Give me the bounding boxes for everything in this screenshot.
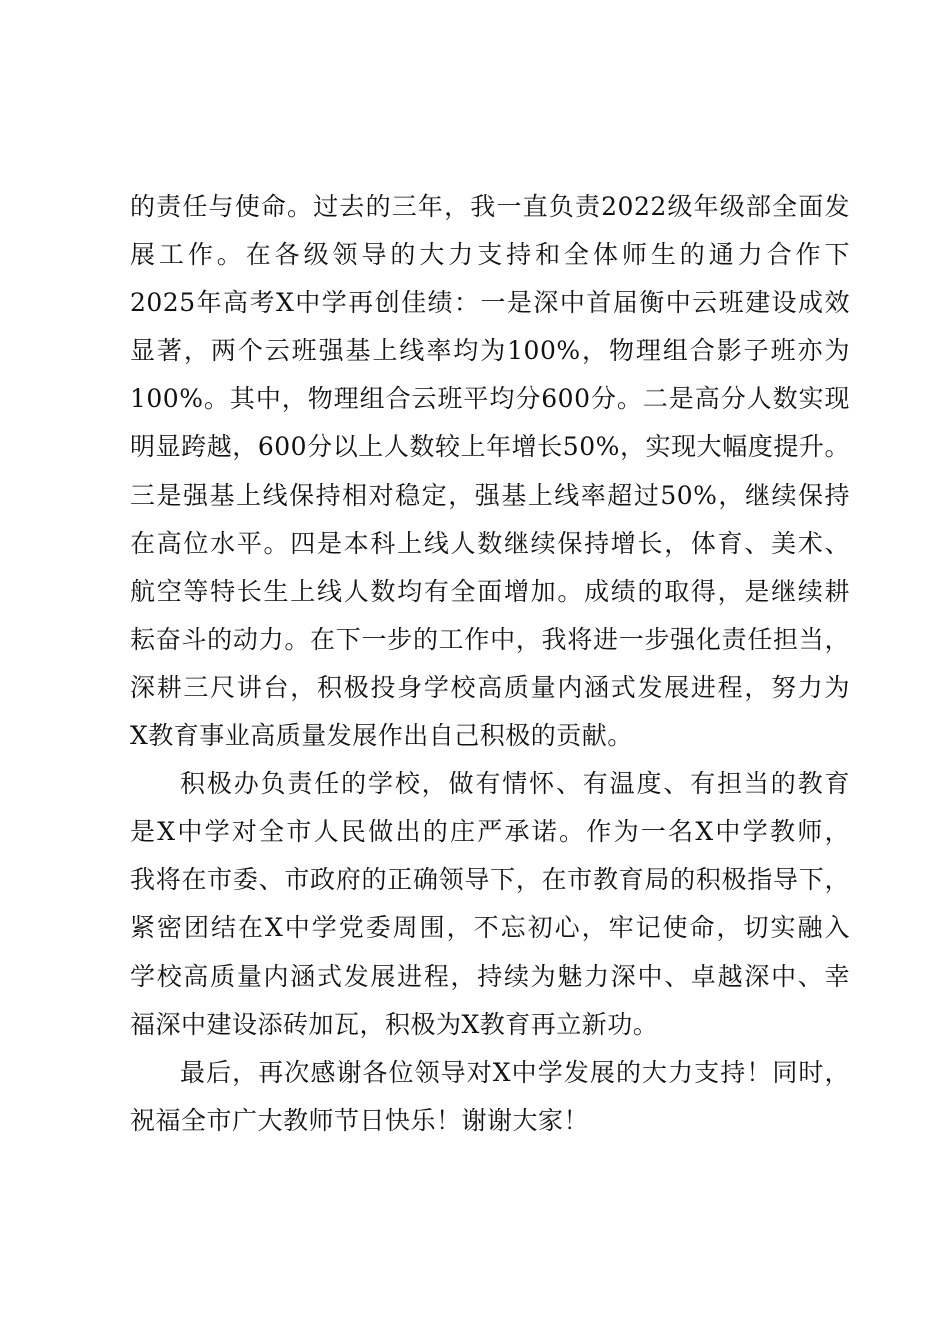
text-line: 是X中学对全市人民做出的庄严承诺。作为一名X中学教师， — [130, 817, 850, 847]
text-line: 学校高质量内涵式发展进程，持续为魅力深中、卓越深中、幸 — [130, 961, 850, 991]
text-line: 显著，两个云班强基上线率均为100%，物理组合影子班亦为 — [130, 336, 850, 366]
text-line: 耘奋斗的动力。在下一步的工作中，我将进一步强化责任担当， — [130, 624, 850, 654]
text-line: 积极办负责任的学校，做有情怀、有温度、有担当的教育 — [180, 769, 850, 799]
paragraph-2 — [130, 760, 850, 1049]
text-line: 明显跨越，600分以上人数较上年增长50%，实现大幅度提升。 — [130, 432, 850, 462]
text-line: X教育事业高质量发展作出自己积极的贡献。 — [130, 721, 633, 751]
text-line: 最后，再次感谢各位领导对X中学发展的大力支持！同时， — [180, 1057, 850, 1087]
text-line: 紧密团结在X中学党委周围，不忘初心，牢记使命，切实融入 — [130, 913, 850, 943]
text-line: 展工作。在各级领导的大力支持和全体师生的通力合作下 — [130, 240, 850, 270]
text-line: 的责任与使命。过去的三年，我一直负责2022级年级部全面发 — [130, 192, 850, 221]
text-line: 2025年高考X中学再创佳绩：一是深中首届衡中云班建设成效 — [130, 288, 850, 318]
paragraph-1 — [130, 183, 850, 760]
text-line: 福深中建设添砖加瓦，积极为X教育再立新功。 — [130, 1009, 659, 1039]
text-line: 我将在市委、市政府的正确领导下，在市教育局的积极指导下， — [130, 865, 850, 895]
text-line: 100%。其中，物理组合云班平均分600分。二是高分人数实现 — [130, 384, 850, 414]
text-line: 三是强基上线保持相对稳定，强基上线率超过50%，继续保持 — [130, 480, 850, 510]
text-line: 深耕三尺讲台，积极投身学校高质量内涵式发展进程，努力为 — [130, 672, 850, 702]
paragraph-3 — [130, 1049, 850, 1145]
text-line: 在高位水平。四是本科上线人数继续保持增长，体育、美术、 — [130, 528, 850, 558]
text-line: 航空等特长生上线人数均有全面增加。成绩的取得，是继续耕 — [130, 576, 850, 606]
text-line: 祝福全市广大教师节日快乐！谢谢大家！ — [130, 1105, 590, 1135]
body-text — [130, 183, 850, 1145]
